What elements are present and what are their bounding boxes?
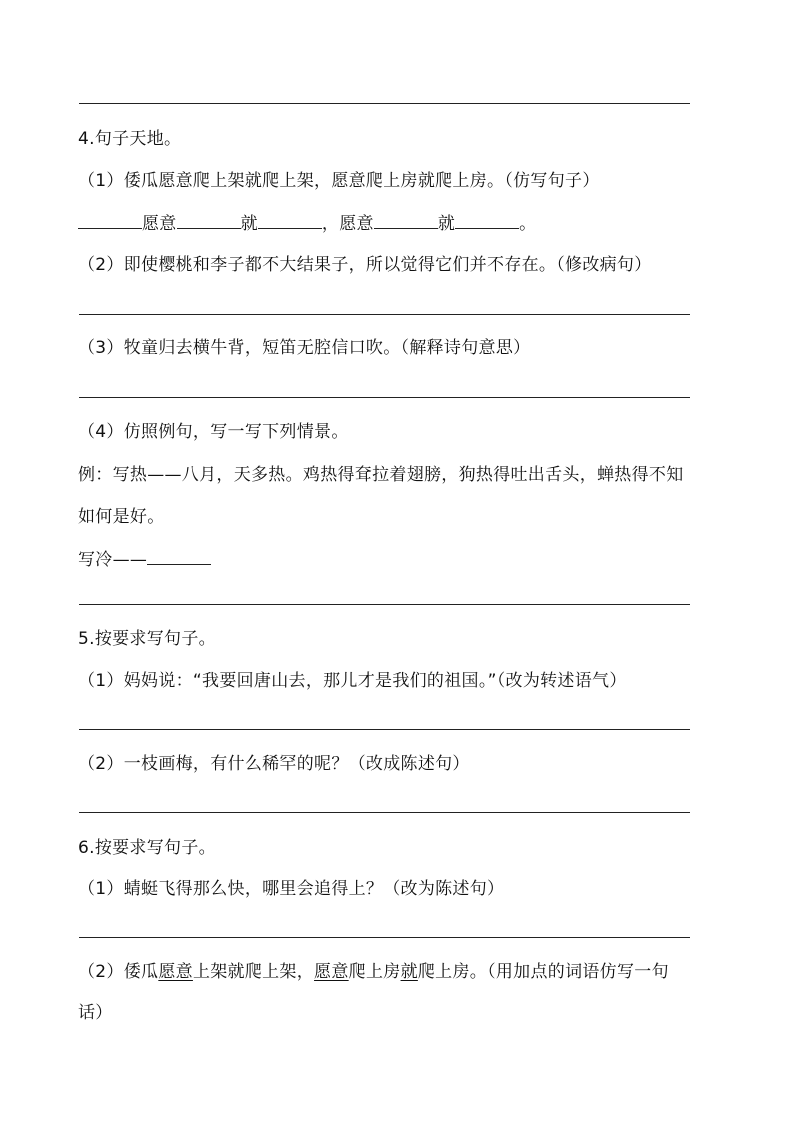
dotted-word: 就: [400, 962, 418, 982]
answer-line-q5-s2[interactable]: [79, 812, 690, 813]
q4-s2-prompt: （2）即使樱桃和李子都不大结果子，所以觉得它们并不存在。（修改病句）: [78, 255, 652, 275]
answer-line-top[interactable]: [79, 103, 690, 104]
dotted-word: 愿意: [314, 962, 349, 982]
answer-line-q4-s2[interactable]: [79, 314, 690, 315]
q4-s1-fill-row: [78, 211, 536, 236]
fill-blank-2[interactable]: [177, 211, 241, 229]
q4-s4-example-line1: 例：写热——八月，天多热。鸡热得耷拉着翅膀，狗热得吐出舌头，蝉热得不知: [78, 465, 684, 485]
fill-word: 就: [240, 214, 258, 234]
fill-blank-4[interactable]: [374, 211, 438, 229]
q6-s2-line2: 话）: [78, 1003, 113, 1023]
answer-line-q6-s1[interactable]: [79, 937, 690, 938]
q6-s2-text: 爬上房: [348, 962, 401, 982]
q4-s4-example-line2: 如何是好。: [78, 507, 165, 527]
q6-s2-text: 爬上房。（用加点的词语仿写一句: [417, 962, 669, 982]
fill-blank-cold[interactable]: [147, 547, 211, 565]
q5-s1-prompt: （1）妈妈说：“我要回唐山去，那儿才是我们的祖国。”（改为转述语气）: [78, 671, 627, 691]
q6-s2-text: 上架就爬上架，: [192, 962, 315, 982]
fill-word: ，愿意: [321, 214, 374, 234]
fill-blank-5[interactable]: [455, 211, 519, 229]
q6-s2-prompt: [78, 960, 669, 984]
q6-s2-text: （2）倭瓜: [78, 962, 159, 982]
fill-word: 就: [437, 214, 456, 234]
q4-s1-prompt: （1）倭瓜愿意爬上架就爬上架，愿意爬上房就爬上房。（仿写句子）: [78, 171, 600, 191]
q4-s3-prompt: （3）牧童归去横牛背，短笛无腔信口吹。（解释诗句意思）: [78, 338, 531, 358]
write-cold-label: 写冷——: [78, 550, 148, 570]
fill-blank-1[interactable]: [78, 211, 142, 229]
dotted-word: 愿意: [158, 962, 193, 982]
q4-s4-prompt: （4）仿照例句，写一写下列情景。: [78, 422, 349, 442]
q4-title: 4.句子天地。: [78, 129, 182, 149]
q4-s4-write-cold-row: [78, 547, 211, 572]
q5-title: 5.按要求写句子。: [78, 629, 216, 649]
answer-line-q5-s1[interactable]: [79, 729, 690, 730]
answer-line-q4-s3[interactable]: [79, 397, 690, 398]
fill-word: 。: [519, 214, 537, 234]
q5-s2-prompt: （2）一枝画梅，有什么稀罕的呢？（改成陈述句）: [78, 754, 470, 774]
answer-line-q4-s4[interactable]: [79, 604, 690, 605]
q6-s1-prompt: （1）蜻蜓飞得那么快，哪里会追得上？（改为陈述句）: [78, 879, 505, 899]
q6-title: 6.按要求写句子。: [78, 838, 216, 858]
fill-blank-3[interactable]: [258, 211, 322, 229]
fill-word: 愿意: [142, 214, 177, 234]
